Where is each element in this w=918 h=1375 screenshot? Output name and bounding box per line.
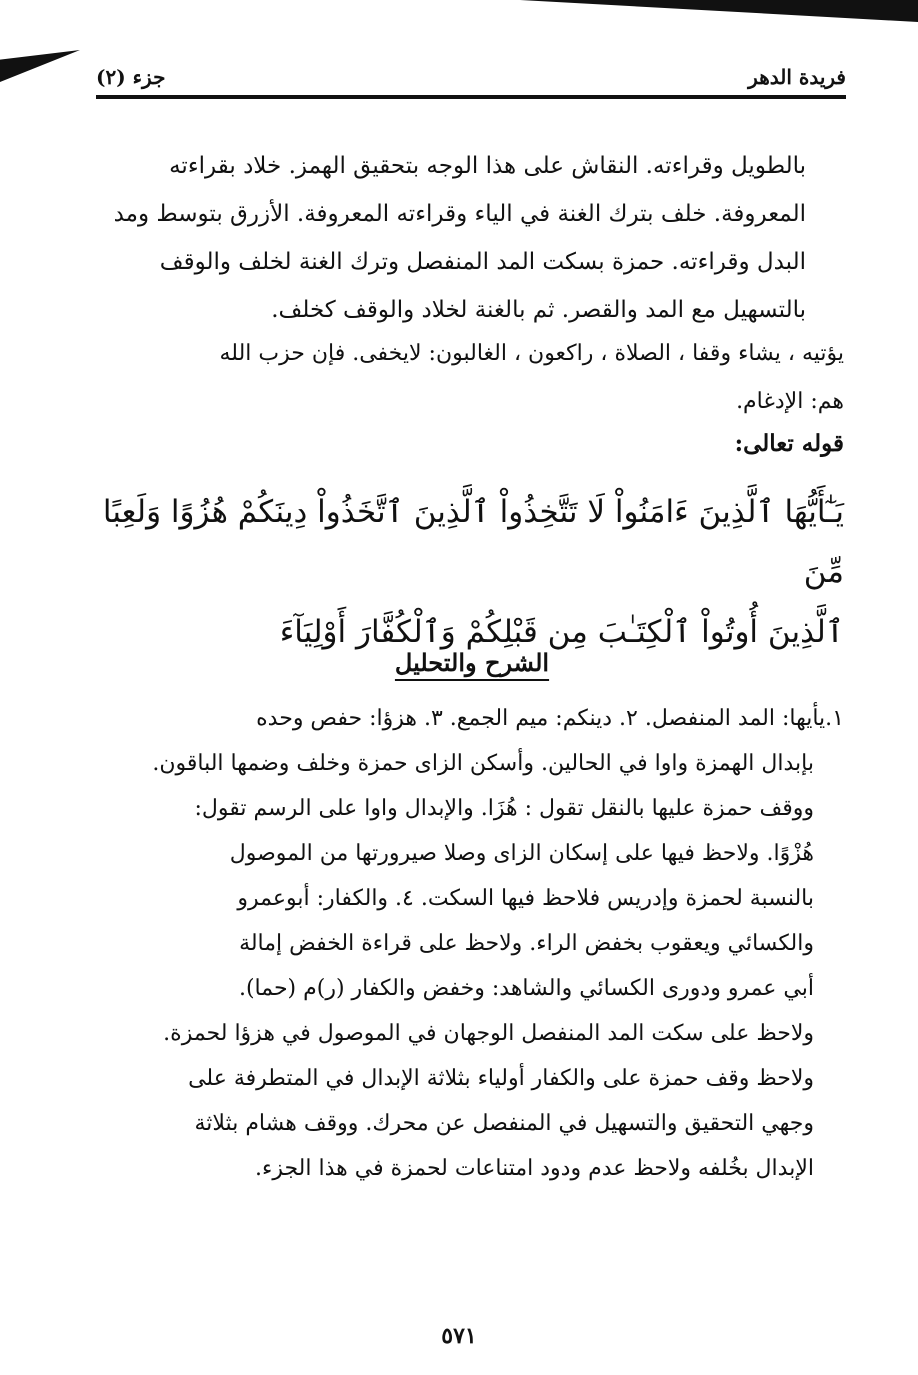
verse-line: يَـٰٓأَيُّهَا ٱلَّذِينَ ءَامَنُواْ لَا تَتَّخِذُواْ ٱلَّذِينَ ٱتَّخَذُواْ دِينَكُمْ هُزُوًا وَلَعِبًا مِّنَ <box>102 494 844 590</box>
text-line: ولاحظ وقف حمزة على والكفار أولياء بثلاثة الإبدال في المتطرفة على <box>188 1066 814 1091</box>
text-line: بإبدال الهمزة واوا في الحالين. وأسكن الزاى حمزة وخلف وضمها الباقون. <box>152 751 814 776</box>
header-rule <box>96 95 846 99</box>
book-title: فريدة الدهر <box>748 65 846 89</box>
page-number: ٥٧١ <box>441 1323 477 1349</box>
text-line: أبي عمرو ودورى الكسائي والشاهد: وخفض والكفار (ر)م (حما). <box>238 976 814 1001</box>
idgham-paragraph <box>100 330 844 426</box>
text-line: بالتسهيل مع المد والقصر. ثم بالغنة لخلاد والوقف كخلف. <box>271 297 806 323</box>
running-header <box>96 60 846 94</box>
verse-intro-heading: قوله تعالى: <box>734 430 844 457</box>
text-line: الإبدال بخُلفه ولاحظ عدم ودود امتناعات لحمزة في هذا الجزء. <box>254 1156 814 1181</box>
quran-verse <box>100 482 844 662</box>
text-line: هُزْوًا. ولاحظ فيها على إسكان الزاى وصلا صيرورتها من الموصول <box>229 841 814 866</box>
opening-paragraph <box>100 142 806 334</box>
commentary-paragraph <box>100 696 844 1191</box>
text-line: ووقف حمزة عليها بالنقل تقول : هُزَا. والإبدال واوا على الرسم تقول: <box>194 796 814 821</box>
section-title-text: الشرح والتحليل <box>394 648 550 677</box>
scan-edge-shadow-left <box>0 50 80 82</box>
verse-line: ٱلَّذِينَ أُوتُواْ ٱلْكِتَـٰبَ مِن قَبْلِكُمْ وَٱلْكُفَّارَ أَوْلِيَآءَ <box>279 614 844 650</box>
text-line: المعروفة. خلف بترك الغنة في الياء وقراءته المعروفة. الأزرق بتوسط ومد <box>113 201 806 227</box>
text-line: ولاحظ على سكت المد المنفصل الوجهان في الموصول في هزؤا لحمزة. <box>163 1021 814 1046</box>
text-line: بالنسبة لحمزة وإدريس فلاحظ فيها السكت. ٤. والكفار: أبوعمرو <box>237 886 814 911</box>
text-line: هم: الإدغام. <box>736 389 844 414</box>
text-line: البدل وقراءته. حمزة بسكت المد المنفصل وترك الغنة لخلف والوقف <box>159 249 806 275</box>
section-title <box>100 648 844 677</box>
part-label: جزء (٢) <box>96 65 166 89</box>
text-line: بالطويل وقراءته. النقاش على هذا الوجه بتحقيق الهمز. خلاد بقراءته <box>169 153 806 179</box>
text-line: يؤتيه ، يشاء وقفا ، الصلاة ، راكعون ، الغالبون: لايخفى. فإن حزب الله <box>219 341 844 366</box>
text-line: ١.يأيها: المد المنفصل. ٢. دينكم: ميم الجمع. ٣. هزؤا: حفص وحده <box>256 706 844 731</box>
text-line: وجهي التحقيق والتسهيل في المنفصل عن محرك. ووقف هشام بثلاثة <box>194 1111 814 1136</box>
scan-edge-shadow-top <box>520 0 918 22</box>
text-line: والكسائي ويعقوب بخفض الراء. ولاحظ على قراءة الخفض إمالة <box>239 931 814 956</box>
